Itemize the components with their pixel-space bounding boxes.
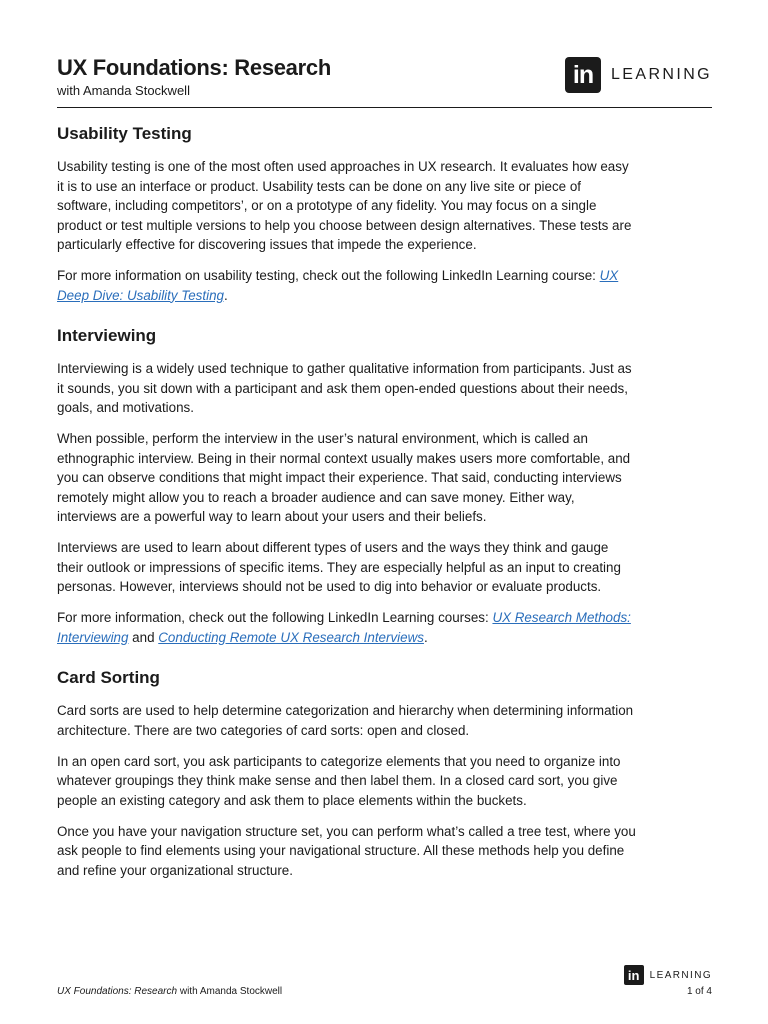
section-heading: Usability Testing bbox=[57, 124, 192, 143]
link-ux-research-methods[interactable]: UX Research Methods: Interviewing bbox=[57, 610, 631, 645]
section-usability-testing bbox=[57, 121, 637, 305]
paragraph: Once you have your navigation structure set, you can perform what’s called a tree test, where you ask people to find elements using your navigational structure. All these methods help you define and refine your organizational structure. bbox=[57, 823, 636, 878]
section-heading: Card Sorting bbox=[57, 668, 160, 687]
paragraph: For more information, check out the following LinkedIn Learning courses: UX Research Methods: Interviewing and Conducting Remote UX Research Interviews. bbox=[57, 610, 631, 645]
linkedin-learning-logo bbox=[565, 57, 712, 93]
footer-credit: UX Foundations: Research with Amanda Stockwell bbox=[57, 986, 283, 997]
link-ux-deep-dive[interactable]: UX Deep Dive: Usability Testing bbox=[57, 268, 619, 303]
paragraph: For more information on usability testing, check out the following LinkedIn Learning course: UX Deep Dive: Usability Testing. bbox=[57, 268, 619, 303]
document-header bbox=[57, 54, 712, 99]
section-card-sorting bbox=[57, 665, 637, 880]
paragraph: In an open card sort, you ask participants to categorize elements that you need to organize into whatever groupings they think make sense and then label them. In a closed card sort, you give people an existing category and ask them to place elements within the buckets. bbox=[57, 753, 621, 808]
header-divider bbox=[57, 107, 712, 108]
page-number: 1 of 4 bbox=[686, 986, 712, 997]
link-remote-interviews[interactable]: Conducting Remote UX Research Interviews bbox=[158, 629, 424, 645]
paragraph: Interviewing is a widely used technique to gather qualitative information from participants. Just as it sounds, you sit down with a participant and ask them open-ended questions about their needs, goals, and motivations. bbox=[57, 361, 632, 415]
document-body bbox=[57, 121, 637, 898]
section-interviewing bbox=[57, 323, 637, 647]
paragraph: Usability testing is one of the most often used approaches in UX research. It evaluates how easy it is to use an interface or product. Usability tests can be done on any live site or piece of software, including competitors’, or on a prototype of any fidelity. You may focus on a single product or test multiple versions to help you choose between design alternatives. These tests are particularly effective for discovering issues that impede the experience. bbox=[57, 159, 632, 252]
footer-logo bbox=[624, 965, 712, 985]
document-author: with Amanda Stockwell bbox=[57, 83, 190, 98]
paragraph: Card sorts are used to help determine categorization and hierarchy when determining information architecture. There are two categories of card sorts: open and closed. bbox=[57, 703, 634, 738]
linkedin-icon: in bbox=[624, 965, 644, 985]
document-footer bbox=[57, 965, 712, 1005]
document-title: UX Foundations: Research bbox=[57, 55, 331, 80]
paragraph: Interviews are used to learn about different types of users and the ways they think and gauge their outlook or impressions of specific items. They are especially helpful as an input to creating personas. However, interviews should not be used to dig into behavior or evaluate products. bbox=[57, 540, 621, 594]
brand-wordmark: LEARNING bbox=[611, 66, 712, 83]
paragraph: When possible, perform the interview in the user’s natural environment, which is called an ethnographic interview. Being in their normal context usually makes users more comfortable, and you can observe conditions that might impact their experience. That said, conducting interviews remotely might allow you to reach a broader audience and can save money. Either way, interviews are a powerful way to learn about your users and their beliefs. bbox=[57, 431, 631, 524]
brand-wordmark: LEARNING bbox=[649, 969, 712, 981]
section-heading: Interviewing bbox=[57, 326, 157, 345]
linkedin-icon: in bbox=[565, 57, 601, 93]
